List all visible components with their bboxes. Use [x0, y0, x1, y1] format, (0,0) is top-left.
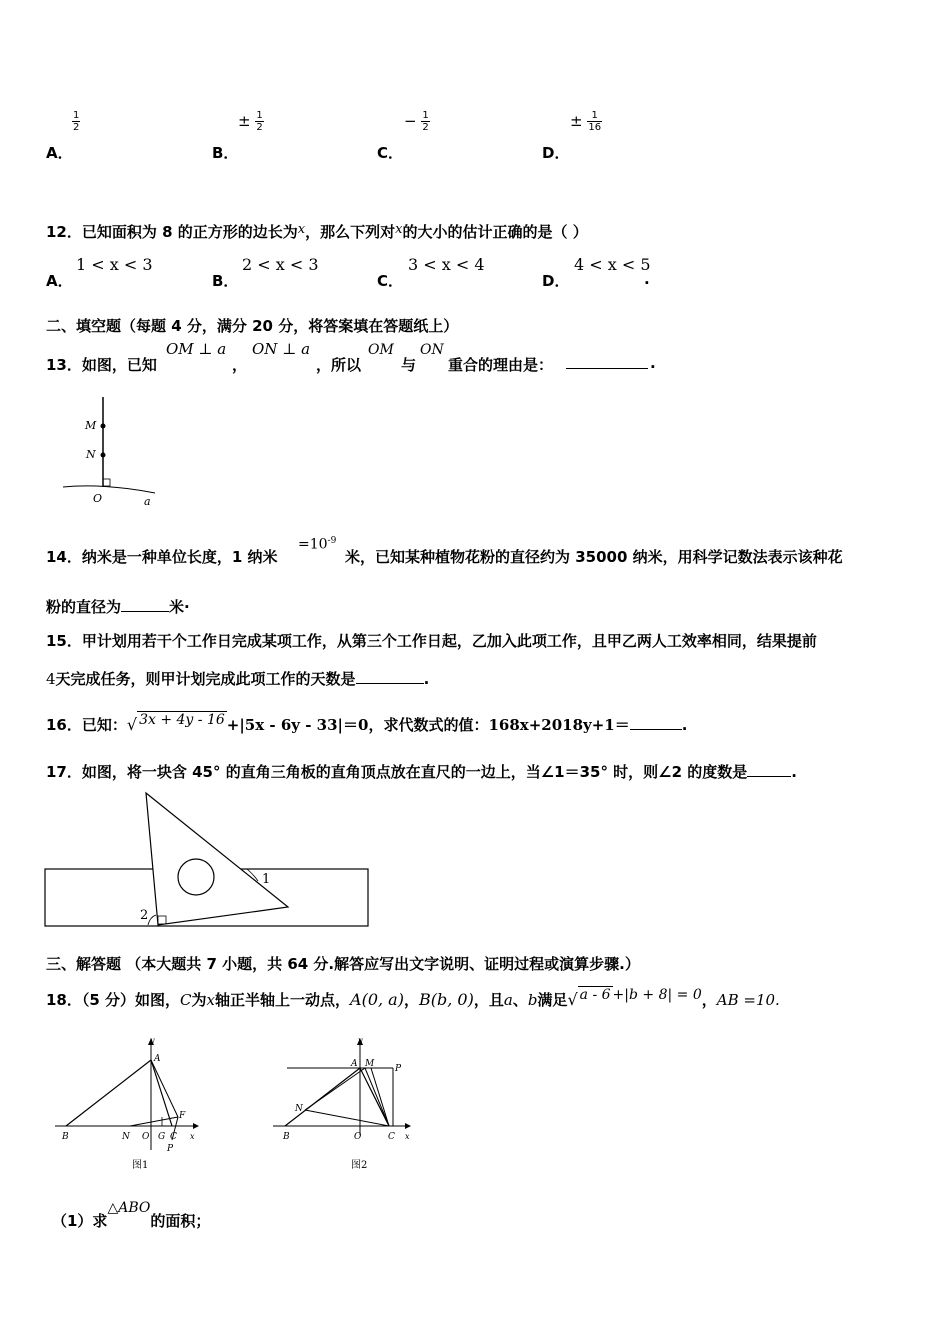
q18-sub1-formula: △ABO [107, 1200, 151, 1216]
fig2-line-ac [360, 1068, 389, 1126]
q16-end-period: . [681, 716, 688, 734]
q12-stem-part-b: ，那么下列对 [305, 223, 396, 241]
q13-formula-om-perp: OM ⊥ a [166, 340, 227, 358]
fig1-label-x: x [190, 1132, 195, 1141]
denominator: 16 [588, 122, 602, 133]
q18-text-4: 满足 [537, 991, 568, 1009]
q12-option-b-text: 2 < x < 3 [242, 255, 319, 274]
denominator: 2 [73, 122, 80, 133]
fig2-caption: 图2 [351, 1160, 368, 1171]
q11-option-d-letter: D． [542, 144, 570, 162]
q18-radicand: a - 6 [579, 987, 611, 1003]
q16-answer-blank[interactable] [630, 715, 682, 730]
q11-option-a-letter: A． [46, 144, 73, 162]
q12-option-d-letter: D． [542, 272, 570, 290]
q13-so: ，所以 [316, 356, 362, 374]
q13-end-period: . [650, 354, 656, 372]
fig2-line-nm [305, 1068, 365, 1110]
numerator: 1 [422, 110, 429, 121]
q16-stem [46, 714, 687, 735]
fig1-label-o: O [142, 1132, 150, 1142]
q13-comma: ， [232, 356, 248, 374]
q11-option-c-sign: − [404, 112, 417, 130]
q14-answer-blank[interactable] [121, 597, 169, 612]
q13-figure [55, 395, 165, 510]
section2-heading: 二、填空题（每题 4 分，满分 20 分，将答案填在答题纸上） [46, 317, 459, 335]
q14-suffix: 米，已知某种植物花粉的直径约为 35000 纳米，用科学记数法表示该种花 [345, 548, 843, 566]
q18-text-2: 轴正半轴上一动点， [215, 991, 351, 1009]
fig2-label-n: N [295, 1104, 303, 1114]
q17-angle2-arc [148, 915, 156, 925]
q12-var-x-2: x [395, 222, 403, 237]
fig1-label-n: N [122, 1132, 130, 1142]
fig1-caption: 图1 [132, 1160, 149, 1171]
numerator: 1 [73, 110, 80, 121]
q11-option-d-value [570, 110, 602, 133]
q12-option-a-text: 1 < x < 3 [76, 255, 153, 274]
q12-option-a-letter: A． [46, 272, 73, 290]
q12-end-period: . [644, 270, 650, 288]
q18-sep: 、 [512, 991, 528, 1009]
q11-option-b-sign: ± [238, 112, 251, 130]
fig2-line-ab [285, 1068, 360, 1126]
numerator: 1 [256, 110, 263, 121]
q13-label-n: N [86, 448, 96, 461]
q13-formula-on-perp: ON ⊥ a [252, 340, 311, 358]
q18-prefix: 18．（5 分）如图， [46, 991, 181, 1009]
fig1-label-b: B [62, 1132, 69, 1142]
q17-answer-blank[interactable] [747, 762, 791, 777]
q13-right-angle-mark [103, 479, 110, 486]
q17-end-period: . [791, 763, 797, 781]
fig2-label-a: A [351, 1059, 358, 1069]
q14-formula-base: =10 [298, 536, 328, 553]
fig1-label-f: F [179, 1111, 186, 1121]
q13-answer-blank[interactable] [566, 354, 648, 373]
q17-label-2: 2 [140, 908, 149, 923]
q11-option-d-fraction [587, 110, 602, 133]
q13-label-a: a [144, 495, 151, 508]
fig2-line-nc [305, 1110, 389, 1126]
q18-text-3: ，且 [473, 991, 504, 1009]
q17-figure [40, 785, 380, 930]
q18-point-b: B(b, 0) [418, 990, 474, 1009]
q18-abs-term: +|b + 8| = 0 [612, 987, 702, 1003]
q18-x: x [206, 991, 216, 1009]
q16-radicand: 3x + 4y - 16 [139, 712, 225, 728]
fig1-x-arrow [193, 1123, 199, 1129]
q11-option-c-value [404, 110, 430, 133]
q14-line2-end: 米· [169, 598, 190, 616]
q13-formula-om: OM [368, 342, 394, 358]
fig2-label-o: O [354, 1132, 362, 1142]
fig1-line-ab [66, 1060, 151, 1126]
q13-point-m [101, 424, 106, 429]
fig2-label-b: B [283, 1132, 290, 1142]
q13-line-a [63, 486, 155, 493]
q11-option-a-fraction [72, 110, 80, 133]
q12-var-x: x [297, 222, 306, 237]
section3-heading: 三、解答题 （本大题共 7 小题，共 64 分.解答应写出文字说明、证明过程或演算步骤.） [46, 955, 640, 973]
q18-point-c: C [180, 991, 192, 1009]
q18-sub1-prefix: （1）求 [52, 1212, 108, 1230]
fig1-line-af [151, 1060, 178, 1117]
q12-stem [46, 221, 588, 242]
q18-figure-2 [265, 1035, 425, 1175]
q14-formula [298, 536, 336, 553]
q13-formula-on: ON [420, 342, 444, 358]
fig2-line-mc2 [371, 1068, 389, 1126]
q17-text: 17．如图，将一块含 45° 的直角三角板的直角顶点放在直尺的一边上，当∠1＝35° 时，则∠2 的度数是 [46, 763, 748, 781]
fig2-label-m: M [365, 1059, 375, 1069]
q18-text-1: 为 [191, 991, 207, 1009]
q14-line2 [46, 596, 190, 617]
q11-option-c-letter: C． [377, 144, 404, 162]
fig2-x-arrow [405, 1123, 411, 1129]
q12-option-c-letter: C． [377, 272, 404, 290]
q12-stem-part-c: 的大小的估计正确的是（ ） [402, 223, 588, 241]
q17-triangle [146, 793, 288, 925]
q15-line2-text: 天完成任务，则甲计划完成此项工作的天数是 [55, 670, 356, 688]
q17-stem [46, 761, 797, 782]
q13-label-o: O [93, 492, 103, 505]
q14-prefix: 14．纳米是一种单位长度，1 纳米 [46, 548, 278, 566]
q18-ab: AB =10. [716, 991, 780, 1009]
q12-option-b-letter: B． [212, 272, 239, 290]
fig2-label-y: y [358, 1036, 363, 1045]
q13-prefix: 13．如图，已知 [46, 356, 157, 374]
q13-point-n [101, 453, 106, 458]
q12-option-c-text: 3 < x < 4 [408, 255, 485, 274]
q12-stem-part-a: 12．已知面积为 8 的正方形的边长为 [46, 223, 298, 241]
q17-label-1: 1 [262, 872, 271, 887]
q16-prefix: 16．已知： [46, 716, 127, 734]
q18-sub1 [52, 1200, 211, 1231]
q11-option-b-value [238, 110, 264, 133]
q18-b: b [527, 991, 538, 1009]
q11-option-c-fraction [421, 110, 429, 133]
q16-sqrt-sign: √ [126, 715, 138, 734]
denominator: 2 [256, 122, 263, 133]
q15-answer-blank[interactable] [356, 669, 424, 684]
q16-equation: +|5x - 6y - 33|＝0，求代数式的值：168x+2018y+1＝ [226, 716, 630, 734]
fig2-label-c: C [388, 1132, 395, 1142]
q18-sqrt-sign: √ [567, 990, 578, 1009]
fig1-label-g: G [158, 1132, 166, 1142]
denominator: 2 [422, 122, 429, 133]
q11-option-a-value [72, 110, 80, 133]
q11-option-b-fraction [255, 110, 263, 133]
q18-a: a [503, 991, 513, 1009]
fig2-label-p: P [395, 1064, 402, 1074]
q15-line1: 15．甲计划用若干个工作日完成某项工作，从第三个工作日起，乙加入此项工作，且甲乙两人工效率相同，结果提前 [46, 632, 817, 650]
fig1-line-ac [151, 1060, 172, 1126]
q18-figure-1 [50, 1035, 210, 1175]
q14-line2-text: 粉的直径为 [46, 598, 122, 616]
q18-point-a: A(0, a) [350, 990, 404, 1009]
fig1-label-y: y [150, 1036, 155, 1045]
fig1-label-p: P [167, 1144, 174, 1154]
q15-number: 4 [46, 670, 56, 688]
fig2-label-x: x [405, 1132, 410, 1141]
q15-line2 [46, 668, 429, 689]
fig1-label-a: A [154, 1054, 161, 1064]
numerator: 1 [587, 110, 602, 122]
q13-and: 与 [401, 356, 417, 374]
q15-end-period: . [423, 670, 430, 688]
q18-stem: 18．（5 分）如图，C为x轴正半轴上一动点，A(0, a)，B(b, 0)，且a、b满足√ a - 6 +|b + 8| = 0，AB =10. [46, 987, 780, 1009]
fig1-label-c: C [170, 1132, 177, 1142]
q12-option-d-text: 4 < x < 5 [574, 255, 651, 274]
q13-suffix: 重合的理由是： [448, 356, 554, 374]
q14-formula-exponent: -9 [327, 536, 337, 546]
q18-sub1-suffix: 的面积； [150, 1212, 211, 1230]
q11-option-d-sign: ± [570, 112, 583, 130]
q13-label-m: M [85, 419, 97, 432]
fig2-line-mc [365, 1068, 389, 1126]
q11-option-b-letter: B． [212, 144, 239, 162]
